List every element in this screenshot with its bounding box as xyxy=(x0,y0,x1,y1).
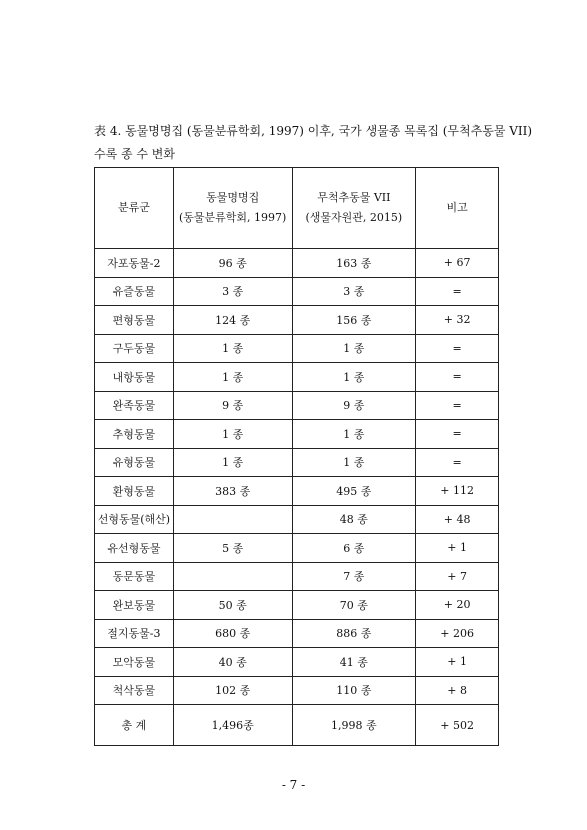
note-cell: = xyxy=(416,363,499,392)
count-1997-cell: 1 종 xyxy=(173,420,292,449)
taxon-cell: 추형동물 xyxy=(95,420,174,449)
taxon-cell: 동문동물 xyxy=(95,562,174,591)
species-count-table xyxy=(94,167,499,746)
total-count-2015: 1,998 종 xyxy=(292,705,416,746)
count-2015-cell: 48 종 xyxy=(292,505,416,534)
count-1997-cell: 680 종 xyxy=(173,619,292,648)
header-1997-title: 동물명명집 xyxy=(206,191,260,204)
table-row xyxy=(95,676,499,705)
count-1997-cell xyxy=(173,505,292,534)
header-1997 xyxy=(173,168,292,249)
note-cell: + 67 xyxy=(416,249,499,278)
header-note: 비고 xyxy=(416,168,499,249)
table-caption xyxy=(94,120,533,166)
note-cell: + 1 xyxy=(416,648,499,677)
count-1997-cell: 96 종 xyxy=(173,249,292,278)
header-2015-source: (생물자원관, 2015) xyxy=(305,211,403,224)
count-2015-cell: 41 종 xyxy=(292,648,416,677)
count-2015-cell: 1 종 xyxy=(292,334,416,363)
table-row xyxy=(95,306,499,335)
taxon-cell: 완보동물 xyxy=(95,591,174,620)
count-1997-cell: 5 종 xyxy=(173,534,292,563)
taxon-cell: 유형동물 xyxy=(95,448,174,477)
taxon-cell: 유선형동물 xyxy=(95,534,174,563)
header-2015 xyxy=(292,168,416,249)
count-2015-cell: 6 종 xyxy=(292,534,416,563)
table-row xyxy=(95,648,499,677)
count-2015-cell: 9 종 xyxy=(292,391,416,420)
count-1997-cell: 1 종 xyxy=(173,334,292,363)
table-row xyxy=(95,591,499,620)
taxon-cell: 환형동물 xyxy=(95,477,174,506)
page-number: - 7 - xyxy=(281,778,306,792)
count-1997-cell xyxy=(173,562,292,591)
table-row xyxy=(95,391,499,420)
count-1997-cell: 50 종 xyxy=(173,591,292,620)
taxon-cell: 구두동물 xyxy=(95,334,174,363)
header-taxon: 분류군 xyxy=(95,168,174,249)
count-1997-cell: 1 종 xyxy=(173,363,292,392)
taxon-cell: 자포동물-2 xyxy=(95,249,174,278)
count-1997-cell: 102 종 xyxy=(173,676,292,705)
table-row xyxy=(95,562,499,591)
taxon-cell: 편형동물 xyxy=(95,306,174,335)
taxon-cell: 내항동물 xyxy=(95,363,174,392)
note-cell: + 20 xyxy=(416,591,499,620)
note-cell: + 8 xyxy=(416,676,499,705)
total-label: 총 계 xyxy=(95,705,174,746)
header-1997-source: (동물분류학회, 1997) xyxy=(178,211,287,224)
header-2015-title: 무척추동물 VII xyxy=(317,191,391,204)
note-cell: = xyxy=(416,448,499,477)
count-1997-cell: 124 종 xyxy=(173,306,292,335)
note-cell: = xyxy=(416,334,499,363)
taxon-cell: 절지동물-3 xyxy=(95,619,174,648)
table-header xyxy=(95,168,499,249)
taxon-cell: 척삭동물 xyxy=(95,676,174,705)
taxon-cell: 모악동물 xyxy=(95,648,174,677)
table-row xyxy=(95,334,499,363)
table-row xyxy=(95,277,499,306)
note-cell: + 206 xyxy=(416,619,499,648)
note-cell: + 48 xyxy=(416,505,499,534)
table-body xyxy=(95,249,499,705)
table-row xyxy=(95,534,499,563)
count-2015-cell: 163 종 xyxy=(292,249,416,278)
taxon-cell: 완족동물 xyxy=(95,391,174,420)
count-2015-cell: 886 종 xyxy=(292,619,416,648)
table-row xyxy=(95,619,499,648)
count-2015-cell: 7 종 xyxy=(292,562,416,591)
note-cell: = xyxy=(416,391,499,420)
note-cell: + 7 xyxy=(416,562,499,591)
count-2015-cell: 70 종 xyxy=(292,591,416,620)
count-1997-cell: 9 종 xyxy=(173,391,292,420)
note-cell: = xyxy=(416,420,499,449)
total-count-1997: 1,496종 xyxy=(173,705,292,746)
taxon-cell: 선형동물(해산) xyxy=(95,505,174,534)
count-1997-cell: 383 종 xyxy=(173,477,292,506)
note-cell: + 32 xyxy=(416,306,499,335)
table-row xyxy=(95,363,499,392)
taxon-cell: 유즐동물 xyxy=(95,277,174,306)
count-1997-cell: 3 종 xyxy=(173,277,292,306)
count-1997-cell: 40 종 xyxy=(173,648,292,677)
table-caption-line-1: 表 4. 동물명명집 (동물분류학회, 1997) 이후, 국가 생물종 목록집 (무척추동물 VII) xyxy=(94,124,533,138)
count-2015-cell: 495 종 xyxy=(292,477,416,506)
table-footer xyxy=(95,705,499,746)
count-2015-cell: 1 종 xyxy=(292,363,416,392)
note-cell: = xyxy=(416,277,499,306)
count-2015-cell: 1 종 xyxy=(292,448,416,477)
note-cell: + 1 xyxy=(416,534,499,563)
table-caption-line-2: 수록 종 수 변화 xyxy=(94,147,175,161)
table-row xyxy=(95,477,499,506)
count-2015-cell: 3 종 xyxy=(292,277,416,306)
count-2015-cell: 1 종 xyxy=(292,420,416,449)
table-row xyxy=(95,420,499,449)
header-row xyxy=(95,168,499,249)
count-2015-cell: 110 종 xyxy=(292,676,416,705)
total-row xyxy=(95,705,499,746)
count-1997-cell: 1 종 xyxy=(173,448,292,477)
table-row xyxy=(95,505,499,534)
table-row xyxy=(95,448,499,477)
note-cell: + 112 xyxy=(416,477,499,506)
table-row xyxy=(95,249,499,278)
total-note: + 502 xyxy=(416,705,499,746)
count-2015-cell: 156 종 xyxy=(292,306,416,335)
